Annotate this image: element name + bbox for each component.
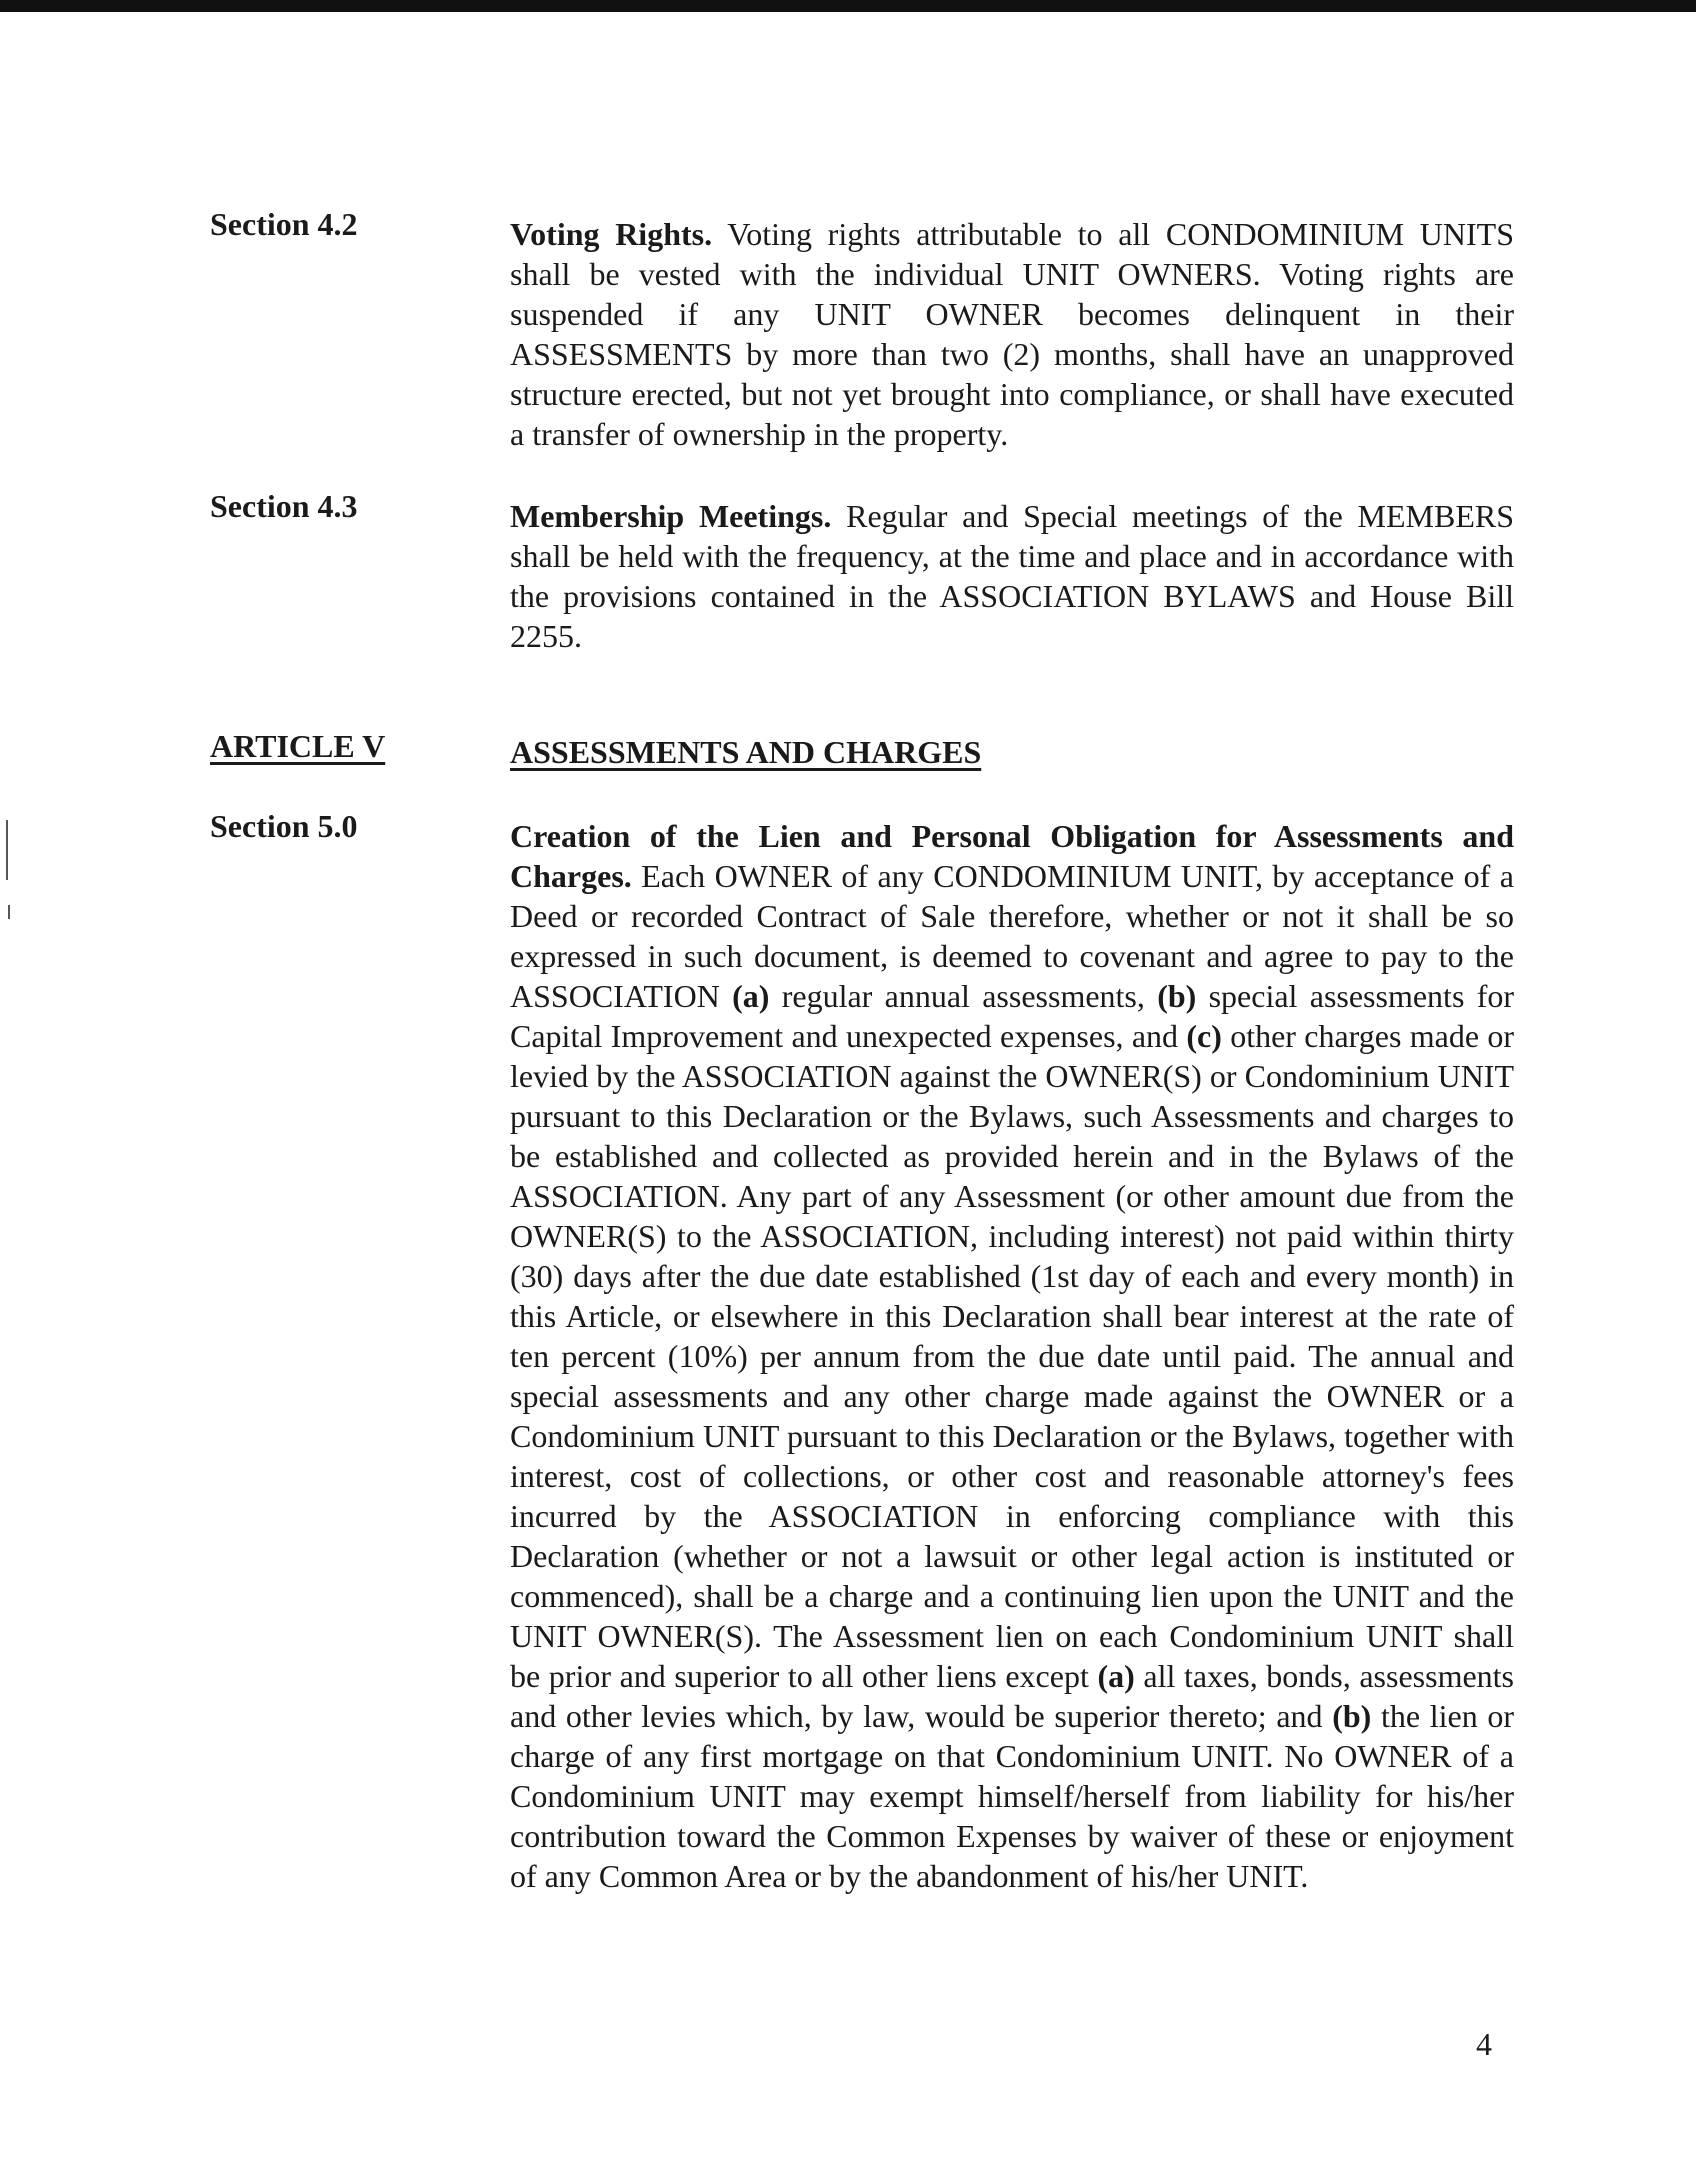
section-text: the lien or charge of any first mortgage on that Condominium UNIT. No OWNER of a Condominium UNIT may exempt himself/herself from liability for his/her contribution toward the Common Expenses by waiver of these or enjoyment of any Common Area or by the abandonment of his/her UNIT. [510, 1698, 1515, 1894]
list-marker: (b) [1332, 1698, 1372, 1734]
section-body [510, 816, 1514, 1896]
section-text: Each OWNER of any CONDOMINIUM UNIT, by acceptance of a Deed or recorded Contract of Sale therefore, whether or not it shall be so expressed in such document, is deemed to covenant and agree to pay to the ASSOCIATION [510, 858, 1514, 1014]
section-text: other charges made or levied by the ASSOCIATION against the OWNER(S) or Condominium UNIT pursuant to this Declaration or the Bylaws, such Assessments and charges to be established and collected as provided herein and in the Bylaws of the ASSOCIATION. Any part of any Assessment (or other amount due from the OWNER(S) to the ASSOCIATION, including interest) not paid within thirty (30) days after the due date established (1st day of each and every month) in this Article, or elsewhere in this Declaration shall bear interest at the rate of ten percent (10%) per annum from the due date until paid. The annual and special assessments and any other charge made against the OWNER or a Condominium UNIT pursuant to this Declaration or the Bylaws, together with interest, cost of collections, or other cost and reasonable attorney's fees incurred by the ASSOCIATION in enforcing compliance with this Declaration (whether or not a lawsuit or other legal action is instituted or commenced), shall be a charge and a continuing lien upon the UNIT and the UNIT OWNER(S). The Assessment lien on each Condominium UNIT shall be prior and superior to all other liens except [510, 1018, 1514, 1694]
article-label: ARTICLE V [210, 728, 386, 764]
section-text: all taxes, bonds, assessments and other levies which, by law, would be superior thereto; and [510, 1658, 1515, 1734]
section-text: special assessments for Capital Improvement and unexpected expenses, and [510, 978, 1515, 1054]
list-marker: (b) [1157, 978, 1197, 1014]
section-label: Section 4.3 [210, 488, 358, 524]
section-label: Section 4.2 [210, 206, 358, 242]
section-label: Section 5.0 [210, 808, 358, 844]
section-body [510, 214, 1514, 454]
section-text: Voting rights attributable to all CONDOMINIUM UNITS shall be vested with the individual UNIT OWNERS. Voting rights are suspended if any UNIT OWNER becomes delinquent in their ASSESSMENTS by more than two (2) months, shall have an unapproved structure erected, but not yet brought into compliance, or shall have executed a transfer of ownership in the property. [510, 216, 1515, 452]
article-title: ASSESSMENTS AND CHARGES [510, 734, 982, 770]
scan-top-border [0, 0, 1696, 12]
list-marker: (c) [1186, 1018, 1222, 1054]
scan-artifact-mark [6, 820, 8, 880]
page-number: 4 [1476, 2026, 1492, 2062]
section-heading: Creation of the Lien and Personal Obligation for Assessments and Charges. [510, 818, 1514, 894]
list-marker: (a) [732, 978, 770, 1014]
section-text: Regular and Special meetings of the MEMBERS shall be held with the frequency, at the time and place and in accordance with the provisions contained in the ASSOCIATION BYLAWS and House Bill 2255. [510, 498, 1515, 654]
section-text: regular annual assessments, [769, 978, 1158, 1014]
section-heading: Voting Rights. [510, 216, 713, 252]
section-body [510, 496, 1514, 656]
scan-artifact-mark [8, 905, 10, 919]
section-heading: Membership Meetings. [510, 498, 832, 534]
list-marker: (a) [1097, 1658, 1135, 1694]
